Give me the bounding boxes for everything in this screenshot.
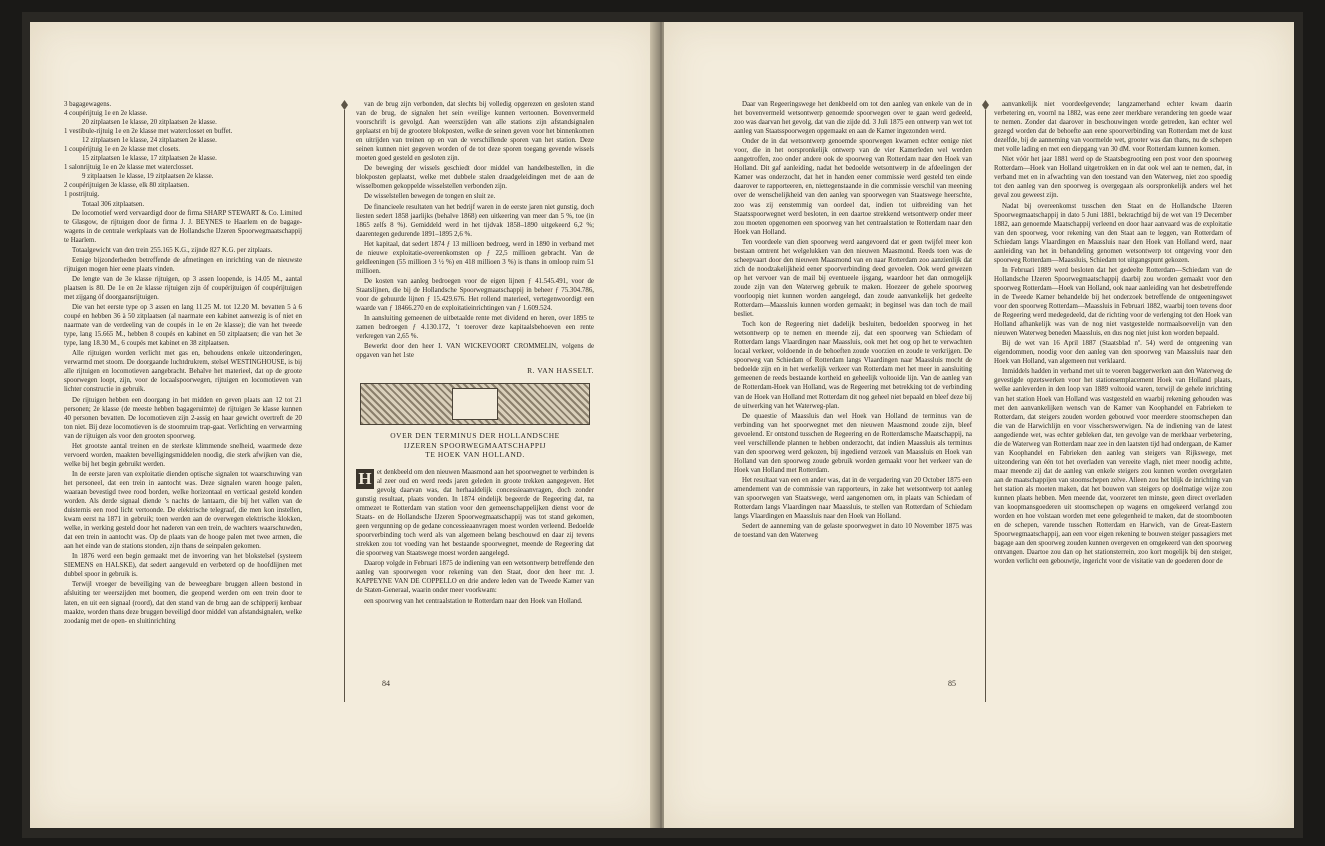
paragraph: In Februari 1889 werd besloten dat het gedeelte Rotterdam—Schiedam van de Hollandsche IJzeren Spoorwegmaatschappij daarbij zou worden gemaakt voor den spoorweg Rotterdam—Hoek van Holland, ook naar aanleiding van het desbetreffende in de Tweede Kamer behandelde bij het onderzoek betreffende de ontgeeningswet voor den spoorweg Rotterdam—Maassluis in Februari 1882, waarbij toen tevens door de Regeering werd medegedeeld, dat de richting voor de verlenging tot den Hoek van Holland afhankelijk was van de nog niet vastgestelde normaalsoevelijn van den nieuwen Waterweg beneden Maassluis, en dus nog niet juist kon worden bepaald. [994,266,1232,338]
list-item: 2 coupérijtuigen 3e klasse, elk 80 zitplaatsen. [64,182,190,190]
list-item: 15 zitplaatsen 1e klasse, 17 zitplaatsen 2e klasse. [82,155,217,163]
paragraph: Sedert de aanneming van de gelaste spoorwegwet in dato 10 November 1875 was de toestand van den Waterweg [734,523,972,540]
page-number-right: 85 [948,679,956,688]
right-col1-paragraphs [734,100,972,540]
right-page [664,22,1294,828]
paragraph: Niet vóór het jaar 1881 werd op de Staatsbegrooting een post voor den spoorweg Rotterdam—Hoek van Holland uitgetrokken en in dat ook wel aan te nemen, dat, in verband met en in afwachting van den toestand van den Waterweg, niet zoo spoedig tot den aanleg van den spoorweg is overgegaan als oorspronkelijk anders wel het geval zou geweest zijn. [994,156,1232,200]
list-item: 4 coupérijtuig 1e en 2e klasse. [64,110,148,118]
right-page-column-1 [734,100,972,700]
page-number-left: 84 [382,679,390,688]
ornament-icon [341,100,348,110]
rolling-stock-list [64,100,302,209]
paragraph: Ten voordeele van dien spoorweg werd aangevoerd dat er geen twijfel meer kon bestaan omtrent het welgelukken van den nieuwen Maasmond. Reeds toen was de scheepvaart door den nieuwen Maasmond van en naar Rotterdam zoo aanzienlijk dat zich de noodzakelijkheid eener spoorverbinding deed gevoelen. Ook werd gewezen op het vervoer van de mail bij eventueele ijsgang, waardoor het dan onmogelijk zoude zijn van den Waterweg gebruik te maken. Hoezeer de gehele spoorweg voorloopig niet kunnen worden aangelegd, dan zoude aanvankelijk het gedeelte Rotterdam—Maassluis kunnen worden gemaakt; in beginsel was dan toch de mail besliet. [734,238,972,319]
paragraph: van de brug zijn verbonden, dat slechts bij volledig opgerezen en gesloten stand van de brug, de signalen het sein »veilig« kunnen vertoonen. Bovenvermeld voorschrift is gevolgd. Aan weerszijden van alle stations zijn afstandsignalen geplaatst en bij de grootere blokposten, welke de seinen geven voor het binnenkomen en uitrijden van treinen op en van de verschillende sporen van het station. Deze seinen kunnen niet gegeven worden of de tot deze sporen toegang gevende wissels moeten goed gesteld en gesloten zijn. [356,101,594,163]
left-col1-paragraphs [64,209,302,626]
paragraph: Daarop volgde in Februari 1875 de indiening van een wetsontwerp betreffende den aanleg van spoorwegen voor rekening van den Staat, door den heer mr. J. KAPPEYNE VAN DE COPPELLO en drie andere leden van de Tweede Kamer van de Staten-Generaal, waarin onder meer voorkwam: [356,560,594,595]
decorative-banner [360,383,590,425]
paragraph: Daar van Regeeringswege het denkbeeld om tot den aanleg van enkele van de in het bovenvermeld wetsontwerp genoemde spoorwegen over te gaan werd gedeeld, zoo was daarvan het gevolg, dat van die zijde dd. 3 Juli 1875 een ontwerp van wet tot aanleg van Staatsspoorwegen opgemaakt en aan de Kamer ingezonden werd. [734,101,972,136]
paragraph: Bij de wet van 16 April 1887 (Staatsblad nº. 54) werd de ontgeening van eigendommen, noodig voor den aanleg van den spoorweg van Maassluis naar den Hoek van Holland, van algemeen nut verklaard. [994,340,1232,366]
headline-line-3: TE HOEK VAN HOLLAND. [425,450,525,460]
column-rule [344,110,345,702]
paragraph: een spoorweg van het centraalstation te Rotterdam naar den Hoek van Holland. [364,597,583,605]
paragraph: Eenige bijzonderheden betreffende de afmetingen en inrichting van de nieuwste rijtuigen mogen hier eene plaats vinden. [64,256,302,273]
left-col2-paragraphs [356,100,594,360]
paragraph: Die van het eerste type op 3 assen en lang 11.25 M. tot 12.20 M. bevatten 5 à 6 coupé en hebben 36 à 50 zitplaatsen (al naarmate een kabinet aanwezig is of niet en naarmate van de verdeeling van de coupés in 1e en 2e klasse); die van het tweede type, lang 15.665 M., hebben 8 coupés en kabinet en 50 zitplaatsen; die van het 3e type, lang 18.30 M., 6 coupés met kabinet en 38 zitplaatsen. [64,304,302,348]
paragraph: Het resultaat van een en ander was, dat in de vergadering van 20 October 1875 een amendement van de commissie van rapporteurs, in zake het wetsontwerp tot aanleg van spoorwegen van Staatswege, werd aangenomen om, in plaats van Schiedam of Rotterdam langs Vlaardingen naar Maassluis, te stellen van Rotterdam of Schiedam langs Vlaardingen en Maassluis naar den Hoek van Holland. [734,476,972,521]
paragraph: aanvankelijk niet voordeelgevende; langzamerhand echter kwam daarin verbetering en, voornl na 1882, was eene zeer merkbare verandering ten goede waar te nemen. Zonder dat daarover in beschouwingen worde getreden, kan echter wel gezegd worden dat de behoefte aan eene spoorverbinding van Rotterdam met de kust dezelfde, bij de aanneming van voormelde wet, grooter was dan thans, nu de schepen met volle lading en met een diepgang van 30 dM. voor Rotterdam kunnen komen. [994,101,1232,154]
paragraph: Terwijl vroeger de beveiliging van de beweegbare bruggen alleen bestond in afsluiting ter weerszijden met boomen, die geopend werden om een trein door te laten, en uit een signaal (roord), dat den stand van de brug aan de schipperij kenbaar maakte, worden thans deze bruggen beveiligd door middel van afstandsignalen, welke zoodanig met de open- en sluitinrichting [64,581,302,625]
list-item: 1 vestibule-rijtuig 1e en 2e klasse met waterclosset en buffet. [64,128,233,136]
paragraph: De rijtuigen hebben een doorgang in het midden en geven plaats aan 12 tot 21 personen; 2e klasse (de meeste hebben bagageruimte) de rijtuigen 3e klasse kunnen 40 personen bevatten. De locomotieven zijn 2-assig en haar gewicht overtreft de 20 ton niet. Bij deze locomotieven is de stoomruim trap-gaat. Verlichting en verwarming van de rijtuigen als voor den grooten spoorweg. [64,396,302,440]
headline-line-1: OVER DEN TERMINUS DER HOLLANDSCHE [390,431,560,441]
drop-cap: H [356,469,374,489]
list-item: 12 zitplaatsen 1e klasse, 24 zitplaatsen 2e klasse. [82,137,217,145]
banner-emblem-icon [452,388,498,420]
list-item: 3 bagagewagens. [64,101,112,108]
paragraph: Totaalgewicht van den trein 255.165 K.G., zijnde 827 K.G. per zitplaats. [72,246,273,254]
paragraph: Bewerkt door den heer I. VAN WICKEVOORT CROMMELIN, volgens de opgaven van het 1ste [356,343,594,360]
book-spread [22,12,1303,838]
paragraph: et denkbeeld om den nieuwen Maasmond aan het spoorwegnet te verbinden is al zeer oud en werd reeds jaren geleden in groote trekken aangegeven. Het gevolg daarvan was, dat herhaaldelijk concessieaanvragen, doch zonder gunstig resultaat, plaats vonden. In 1874 eindelijk begeerde de Regeering dat, na ommezet te Rotterdam van station voor den gemeenschappelijken dienst voor de Staats- en de Hollandsche IJzeren Spoorwegmaatschappij was tot stand gekomen, geen vergunning op de gedane concessieaanvragen moest worden verleend. Bedoelde spoorverbinding toch werd als van algemeen belang beschouwd en daar zij tevens strekken zou tot voeding van het bestaande spoorwegnet, meende de Regeering dat die spoorweg van Staatswege moest worden aangelegd. [356,468,594,558]
paragraph: Nadat bij overeenkomst tusschen den Staat en de Hollandsche IJzeren Spoorwegmaatschappij in dato 5 Juni 1881, bekrachtigd bij de wet van 19 December 1882, aan genoemde Maatschappij verleend en door haar aanvaard was de exploitatie van den spoorweg, voor rekening van den Staat aan te leggen, van Rotterdam of Schiedam langs Vlaardingen en Maassluis naar den Hoek van Holland werd, naar aanleiding van het in behandeling genomen wetsontwerp tot ontgeving voor den spoorweg Rotterdam—Maassluis, Schiedam tot uitgangspunt gekozen. [994,202,1232,264]
paragraph: Onder de in dat wetsontwerp genoemde spoorwegen kwamen echter eenige niet voor, die in het oorspronkelijk ontwerp van de vier Kamerleden wel werden aangetroffen, zoo onder andere ook de spoorweg van Rotterdam naar den Hoek van Holland. Dit gaf aanleiding, nadat het bedoelde wetsontwerp in de afdeelingen der Kamer was onderzocht, dat het in handen eener commissie werd gesteld ten einde daarover te rapporteeren, en, niettegenstaande in die commissie verschil van meening over de wenschelijkheid van den aanleg van spoorwegen van Staatswege heerschte, zoo was zij eenstemmig van oordeel dat, indien tot uitbreiding van het Staatsspoorwegnet werd besloten, in een daartoe strekkend wetsontwerp onder meer zou moeten opgenomen een spoorweg van het centraalstation te Rotterdam naar den Hoek van Holland. [734,138,972,236]
ornament-icon [982,100,989,110]
paragraph: De lengte van de 3e klasse rijtuigen, op 3 assen loopende, is 14.05 M., aantal plaatsen is 80. De 1e en 2e klasse rijtuigen zijn óf coupérijtuigen óf coupérijtuigen met zijgang óf doorgaansrijtuigen. [64,275,302,301]
right-col2-paragraphs [994,100,1232,566]
list-item: 9 zitplaatsen 1e klasse, 19 zitplaatsen 2e klasse. [82,173,214,181]
paragraph: De kosten van aanleg bedroegen voor de eigen lijnen ƒ 41.545.491, voor de Staatslijnen, die bij de Hollandsche Spoorwegmaatschappij in beheer ƒ 75.304.786, voor de gehuurde lijnen ƒ 15.429.676. Het rollend materieel, vertegenwoordigt een waarde van ƒ 18466.270 en de exploitatieinrichtingen van ƒ 1.609.524. [356,277,594,313]
paragraph: De beweging der wissels geschiedt door middel van handelbestellen, in die blokposten geplaatst, welke met dubbele stalen draadgeleidingen met de aan de wisselbomen gekoppelde wisselstellen verbonden zijn. [356,165,594,191]
paragraph: De financieele resultaten van het bedrijf waren in de eerste jaren niet gunstig, doch liesten sedert 1858 jaarlijks (behalve 1868) een uitkeering van meer dan 5 %, toe (in 1865 zelfs 8 %). Gemiddeld werd in het tijdvak 1858–1890 uitgekeerd 6,2 %; daarentegen gedurende 1891–1895 2,6 %. [356,203,594,238]
paragraph: In de eerste jaren van exploitatie dienden optische signalen tot waarschuwing van het personeel, dat een trein in aantocht was. Deze signalen waren hooge palen, waaraan bevestigd twee rood borden, welke horizontaal en verticaal gesteld konden worden. Als derde signaal diende ’s nachts de lantaarn, die bij het vallen van de duisternis een rood licht vertoonde. De elektrische telegraaf, die men kon instellen, kwam eerst na 1871 in gebruik; toen werden aan de overwegen elektrische klokken, welke, in werking gesteld door het naderen van een trein, de wachters waarschuwden, dat een trein in aantocht was. Op de plaats van de hooge palen met twee armen, die aan het einde van de stations stonden, zijn thans de seinpalen gekomen. [64,470,302,551]
list-item: 1 postrijtuig. [64,191,100,199]
paragraph: Het grootste aantal treinen en de sterkste klimmende snelheid, waarmede deze vervoerd worden, maakten bevelligingsmiddelen noodig, die sterk afwijken van die, welke bij het begin gebruikt werden. [64,442,302,468]
paragraph: In 1876 werd een begin gemaakt met de invoering van het blokstelsel (systeem SIEMENS en HALSKE), dat sedert aangevuld en verbeterd op de hoofdlijnen met dubbel spoor in gebruik is. [64,553,302,579]
left-page-column-1 [64,100,302,700]
list-item: 1 salonrijtuig 1e en 2e klasse met waterclosset. [64,164,194,172]
paragraph: De wisselstellen bewegen de tongen en sluit ze. [364,193,496,201]
right-page-column-2 [994,100,1232,700]
left-page-column-2 [356,100,594,700]
list-item: 20 zitplaatsen 1e klasse, 20 zitplaatsen 2e klasse. [82,119,217,127]
paragraph: De locomotief werd vervaardigd door de firma SHARP STEWART & Co. Limited te Glasgow, de rijtuigen door de firma J. J. BEYNES te Haarlem en de bagage-wagens in de centrale werkplaats van de Hollandsche IJzeren Spoorwegmaatschappij te Haarlem. [64,209,302,244]
article-body [356,468,594,606]
paragraph: In aansluiting gemeenen de uitbetaalde rente met dividend en heren, over 1895 te zamen bedroegen ƒ 4.130.172, ’t toerover deze kapitaalsbehoeven een rente verkregen van 2,65 %. [356,315,594,341]
author-signature: R. VAN HASSELT. [527,366,594,376]
paragraph: Alle rijtuigen worden verlicht met gas en, behoudens enkele uitzonderingen, verwarmd met stoom. De doorgaande luchtdrukrem, stelsel WESTINGHOUSE, is bij alle rijtuigen en locomotieven aangebracht. Behalve het materieel, dat op de groote spoorwegen loopt, zijn, voor de locaalspoorwegen, rijtuigen en locomotieven van lichter constructie in gebruik. [64,350,302,394]
article-headline [356,431,594,460]
paragraph: Inmiddels hadden in verband met uit te voeren baggerwerken aan den Waterweg de gevestigde opzetswerken voor het stationsemplacement Hoek van Holland plaats, welke aanleverden in den loop van 1889 voltooid waren, terwijl de gehele inrichting van het station Hoek van Holland was vastgesteld en waarbij rekening gehouden was met den aanvankelijken wensch van de Kamer van Koophandel en Fabrieken te Rotterdam, dat steigers zouden worden gebouwd voor meerdere stoomschepen dan die van de Harwichlijn en voor visscherswerwigen. Na de indiening van de latest aangediende wet, was echter gebleken dat, ten gevolge van de merkbaar verbetering, die de Waterweg van Rotterdam naar zee in den laatsten tijd had ondergaan, de Kamer van Koophandel en Fabrieken den aanleg van steigers van Rijkswege, met uitzondering van één tot het overladen van vereeite vlagh, niet meer noodig achtte, maar meende zij dat de aanleg van enkele steigers zou kunnen worden overgelaten aan de maatschappijen van stoomschepen zelve. Alleen zou het blijk de inrichting van het station als moeten maken, dat het bouwen van steigers op doelmatige wijze zou kunnen plaats hebben. Men meende dat, voorzeret ten minste, geen direct overladen van koopmansgoederen uit stoomschepen op wagens en omgekeerd verlangd zou worden en hoe volstaan worden met eene gelegenheid te maken, dat de stoombooten en de schepen, varende tusschen Rotterdam en Harwich, van de Great-Eastern Spoorwegmaatschappij, aan een voor eigen rekening te bouwen steiger passagiers met bagage aan den spoorweg zouden kunnen overgeven en omgekeerd van den spoorweg ontvangen. Daartoe zou dan op het stationsterrein, zoo kort mogelijk bij den steiger, worden verlicht een gebouwtje, ingericht voor de visitatie van de goederen door de [994,368,1232,566]
column-rule [985,110,986,702]
list-item: Totaal 306 zitplaatsen. [82,200,145,208]
headline-line-2: IJZEREN SPOORWEGMAATSCHAPPIJ [403,440,547,450]
left-page [30,22,658,828]
list-item: 1 coupérijtuig 1e en 2e klasse met closets. [64,146,180,154]
paragraph: Het kapitaal, dat sedert 1874 ƒ 13 millioen bedroeg, werd in 1890 in verband met de nieuwe exploitatie-overeenkomsten op ƒ 22,5 millioen gebracht. Van de geldleeningen (55 millioen 3 ½ %) en 418 millioen 3 %) is thans in omloop ruim 51 millioen. [356,240,594,275]
paragraph: De quaestie of Maassluis dan wel Hoek van Holland de terminus van de verbinding van het spoorwegnet met den nieuwen Maasmond zoude zijn, bleef gevoelend. Er ontstond tusschen de Regeering en de Rotterdamsche Maatschappij, na veel verschillende plannen te hebben onderzocht, dat indien Maassluis als terminus van den spoorweg werd gekozen, bij ingediend verzoek van Maassluis en Hoek van Holland van den spoorweg zoude gebruik worden gemaakt voor het verkeer van de Hoek van Holland met Rotterdam. [734,412,972,474]
paragraph: Toch kon de Regeering niet dadelijk besluiten, bedoelden spoorweg in het wetsontwerp op te nemen en meende zij, dat een spoorweg van Schiedam of Rotterdam langs Vlaardingen naar Maassluis, ook met het oog op het te verwachten locaal verkeer, voldoende in de behoeften zoude voorzien en zoude te verkrijgen. De spoorweg van Schiedam of Rotterdam langs Vlaardingen naar Maassluis mocht de bedoelde zijn en in het werkelijk verkeer van Rotterdam met het meer in aansluiting gemeenen de reeds bestaande kortheid en geheelijk voltooide lijn. Van de aanleg van de Rotterdam-Hoek van Holland, was de Regeering met betrekking tot de verbinding van de Hoek van Holland met Rotterdam dit nog geheel niet bepaald en bleef deze bij de uitwerking van het Waterweg-plan. [734,321,972,410]
